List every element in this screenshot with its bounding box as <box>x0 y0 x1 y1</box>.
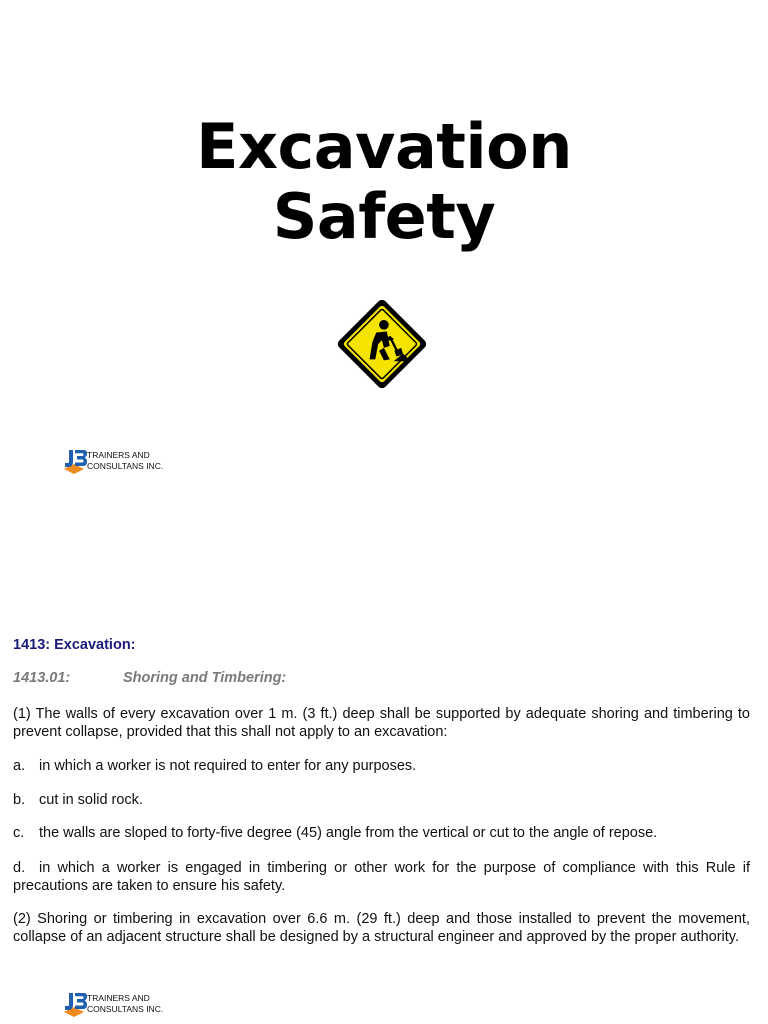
j3-logo-icon <box>60 447 88 475</box>
subsection-number: 1413.01: <box>13 670 71 686</box>
logo-line-1: TRAINERS AND <box>87 450 150 460</box>
list-item <box>13 859 750 895</box>
list-item <box>13 791 750 809</box>
logo-line-1: TRAINERS AND <box>87 993 150 1003</box>
section-heading: 1413: Excavation: <box>13 637 136 653</box>
title-line-1: Excavation <box>196 110 572 183</box>
company-logo <box>60 990 200 1018</box>
list-item-label: d. <box>13 860 26 876</box>
worker-digging-sign-icon <box>334 296 430 392</box>
list-item-label: b. <box>13 792 26 808</box>
logo-line-2: CONSULTANS INC. <box>87 461 164 471</box>
paragraph-1: (1) The walls of every excavation over 1 m. (3 ft.) deep shall be supported by adequate shoring and timbering to prevent collapse, provided that this shall not apply to an excavation: <box>13 706 750 740</box>
content-slide <box>0 560 768 1024</box>
subsection-heading <box>13 670 287 686</box>
list-item-text: the walls are sloped to forty-five degree (45) angle from the vertical or cut to the angle of repose. <box>39 825 658 841</box>
list-item-text: in which a worker is not required to enter for any purposes. <box>39 758 417 774</box>
list-item-text: cut in solid rock. <box>39 792 143 808</box>
list-item-label: a. <box>13 758 26 774</box>
list-item-text: in which a worker is engaged in timbering or other work for the purpose of compliance with this Rule if precautions are taken to ensure his safety. <box>13 860 750 894</box>
company-logo <box>60 447 200 475</box>
paragraph-2: (2) Shoring or timbering in excavation over 6.6 m. (29 ft.) deep and those installed to prevent the movement, collapse of an adjacent structure shall be designed by a structural engineer and approved by the proper authority. <box>13 911 750 945</box>
subsection-title: Shoring and Timbering: <box>123 670 287 686</box>
list-item-label: c. <box>13 825 25 841</box>
list-item <box>13 757 750 775</box>
j3-logo-icon <box>60 990 88 1018</box>
logo-line-2: CONSULTANS INC. <box>87 1004 164 1014</box>
list-item <box>13 824 750 842</box>
title-line-2: Safety <box>272 180 496 253</box>
